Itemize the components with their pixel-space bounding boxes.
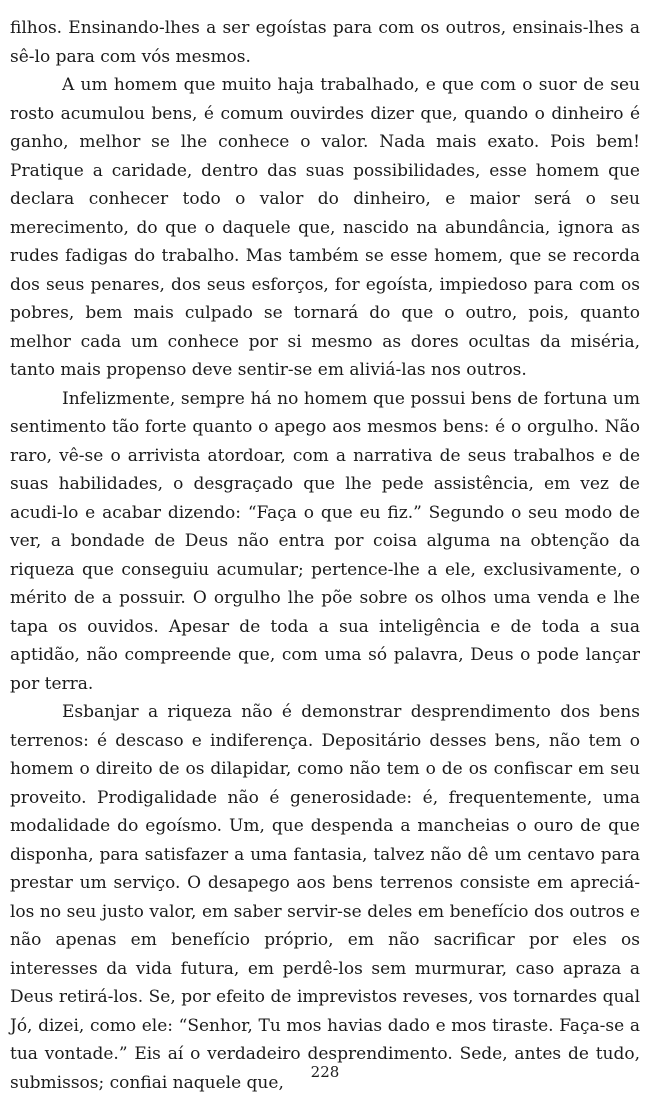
page-number: 228 (310, 1063, 340, 1081)
paragraph-hardworking-man: A um homem que muito haja trabalhado, e que com o suor de seu rosto acumulou bens, é comum ouvirdes dizer que, quando o dinheiro é ganho, melhor se lhe conhece o valor. Nada mais exato. Pois bem! Pratique a caridade, dentro das suas possibilidades, esse homem que declara conhecer todo o valor do dinheiro, e maior será o seu merecimento, do que o daquele que, nascido na abundância, ignora as rudes fadigas do trabalho. Mas também se esse homem, que se recorda dos seus penares, dos seus esforços, for egoísta, impiedoso para com os pobres, bem mais culpado se tornará do que o outro, pois, quanto melhor cada um conhece por si mesmo as dores ocultas da miséria, tanto mais propenso deve sentir-se em aliviá-las nos outros. (10, 75, 640, 380)
paragraph-detachment: Esbanjar a riqueza não é demonstrar desprendimento dos bens terrenos: é descaso e indiferença. Depositário desses bens, não tem o homem o direito de os dilapidar, como não tem o de os confiscar em seu proveito. Prodigalidade não é generosidade: é, frequentemente, uma modalidade do egoísmo. Um, que despenda a mancheias o ouro de que disponha, para satisfazer a uma fantasia, talvez não dê um centavo para prestar um serviço. O desapego aos bens terrenos consiste em apreciá-los no seu justo valor, em saber servir-se deles em benefício dos outros e não apenas em benefício próprio, em não sacrificar por eles os interesses da vida futura, em perdê-los sem murmurar, caso apraza a Deus retirá-los. Se, por efeito de imprevistos reveses, vos tornardes qual Jó, dizei, como ele: “Senhor, Tu mos havias dado e mos tiraste. Faça-se a tua vontade.” Eis aí o verdadeiro desprendimento. Sede, antes de tudo, submissos; confiai naquele que, (10, 702, 640, 1093)
paragraph-pride: Infelizmente, sempre há no homem que possui bens de fortuna um sentimento tão forte quanto o apego aos mesmos bens: é o orgulho. Não raro, vê-se o arrivista atordoar, com a narrativa de seus trabalhos e de suas habilidades, o desgraçado que lhe pede assistência, em vez de acudi-lo e acabar dizendo: “Faça o que eu fiz.” Segundo o seu modo de ver, a bondade de Deus não entra por coisa alguma na obtenção da riqueza que conseguiu acumular; pertence-lhe a ele, exclusivamente, o mérito de a possuir. O orgulho lhe põe sobre os olhos uma venda e lhe tapa os ouvidos. Apesar de toda a sua inteligência e de toda a sua aptidão, não compreende que, com uma só palavra, Deus o pode lançar por terra. (10, 388, 640, 694)
paragraph-continuation: filhos. Ensinando-lhes a ser egoístas para com os outros, ensinais-lhes a sê-lo para com vós mesmos. (10, 18, 640, 67)
